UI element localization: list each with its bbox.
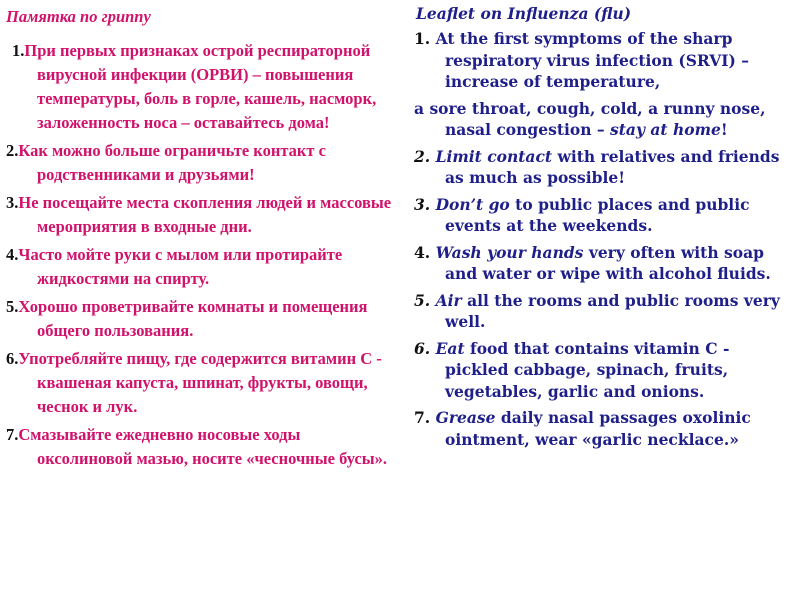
item-number: 6.: [6, 349, 19, 368]
item-emphasis: stay at home: [610, 120, 721, 139]
english-item-4: [414, 242, 798, 285]
item-text: Употребляйте пищу, где содержится витамин С - квашеная капуста, шпинат, фрукты, овощи, чеснок и лук.: [18, 349, 382, 416]
english-title: Leaflet on Influenza (flu): [416, 4, 632, 23]
english-item-1-continued: [414, 98, 798, 141]
item-emphasis: Don’t go: [435, 194, 510, 214]
item-text: Часто мойте руки с мылом или протирайте жидкостями на спирту.: [18, 245, 343, 288]
russian-column: [6, 6, 396, 475]
item-text: Хорошо проветривайте комнаты и помещения общего пользования.: [18, 297, 368, 340]
item-number: 2.: [414, 146, 431, 166]
russian-item-2: [6, 139, 396, 187]
russian-item-3: [6, 191, 396, 239]
item-text: all the rooms and public rooms very well.: [445, 290, 780, 331]
item-text: At the first symptoms of the sharp respiratory virus infection (SRVI) – increase of temperature,: [430, 29, 749, 91]
item-number: 4.: [6, 245, 19, 264]
item-emphasis: Air: [435, 290, 462, 310]
item-text: daily nasal passages oxolinic ointment, wear «garlic necklace.»: [445, 408, 751, 449]
item-emphasis: Grease: [435, 408, 496, 427]
english-item-1: [414, 28, 798, 93]
russian-item-6: [6, 347, 396, 419]
russian-title: Памятка по гриппу: [6, 7, 151, 26]
item-tail: !: [720, 120, 728, 139]
item-number: 7.: [414, 408, 431, 427]
item-text: with relatives and friends as much as possible!: [445, 146, 780, 187]
item-text: Смазывайте ежедневно носовые ходы оксолиновой мазью, носите «чесночные бусы».: [18, 425, 388, 468]
russian-item-5: [6, 295, 396, 343]
item-emphasis: Eat: [435, 338, 465, 358]
item-text: to public places and public events at the weekends.: [445, 194, 750, 235]
item-number: 7.: [6, 425, 19, 444]
item-number: 1.: [414, 29, 431, 48]
item-text: very often with soap and water or wipe with alcohol fluids.: [445, 242, 771, 283]
item-text: Как можно больше ограничьте контакт с родственниками и друзьями!: [18, 141, 326, 184]
english-column: [414, 3, 798, 455]
item-emphasis: Wash your hands: [435, 242, 584, 262]
item-text: Не посещайте места скопления людей и массовые мероприятия в входные дни.: [18, 193, 392, 236]
russian-item-7: [6, 423, 396, 471]
english-item-2: [414, 146, 798, 189]
item-emphasis: Limit contact: [435, 146, 553, 166]
item-number: 6.: [414, 338, 431, 358]
item-number: 5.: [6, 297, 19, 316]
item-number: 4.: [414, 242, 431, 262]
russian-item-1: [6, 39, 396, 135]
english-item-5: [414, 290, 798, 333]
item-text: a sore throat, cough, cold, a runny nose, nasal congestion –: [414, 98, 766, 139]
item-number: 3.: [414, 194, 431, 214]
item-text: food that contains vitamin C - pickled cabbage, spinach, fruits, vegetables, garlic and onions.: [445, 338, 730, 401]
english-item-7: [414, 407, 798, 450]
russian-item-4: [6, 243, 396, 291]
item-number: 5.: [414, 290, 431, 310]
item-number: 3.: [6, 193, 19, 212]
english-item-3: [414, 194, 798, 237]
english-item-6: [414, 338, 798, 403]
item-number: 1.: [12, 41, 25, 60]
item-number: 2.: [6, 141, 19, 160]
item-text: При первых признаках острой респираторной вирусной инфекции (ОРВИ) – повышения температуры, боль в горле, кашель, насморк, заложенность носа – оставайтесь дома!: [24, 41, 377, 132]
